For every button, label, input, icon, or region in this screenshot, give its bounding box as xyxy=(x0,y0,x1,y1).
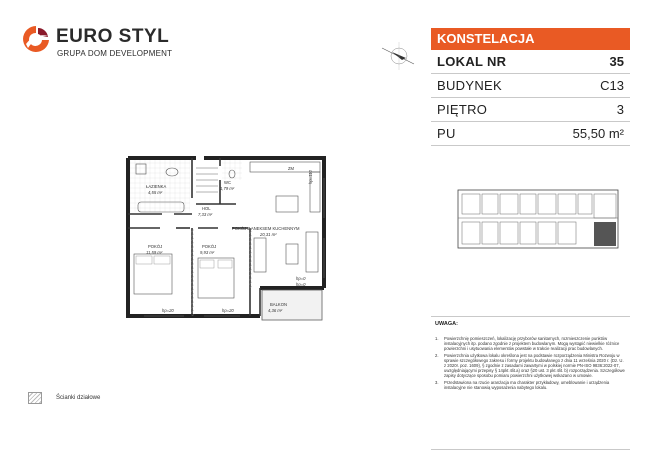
partition-hatch-swatch xyxy=(28,392,42,404)
note-number: 2. xyxy=(435,352,439,358)
plan-mark-hp-left: hp=20 xyxy=(162,308,174,313)
room-label-bathroom: ŁAZIENKA xyxy=(146,184,167,189)
note-item xyxy=(435,380,626,390)
room-label-hall: HOL xyxy=(202,206,211,211)
info-row-unit-number xyxy=(431,50,630,74)
brand-tagline: GRUPA DOM DEVELOPMENT xyxy=(57,49,173,58)
room-area-balcony: 4,36 m² xyxy=(268,308,283,313)
compass-north-icon xyxy=(376,38,420,74)
sofa-icon xyxy=(254,238,266,272)
pillow-icon xyxy=(136,256,152,264)
plan-mark-hp-right: hp=0 xyxy=(296,276,306,281)
note-number: 1. xyxy=(435,336,439,341)
info-value: 35 xyxy=(609,54,624,69)
project-name: KONSTELACJA xyxy=(431,28,630,50)
note-text: Przedstawiona na rzucie aranżacja ma charakter przykładowy, umeblowanie i urządzenia instalacyjne nie stanowią wyposażenia nabytego lokalu. xyxy=(444,379,610,390)
info-row-area xyxy=(431,122,630,146)
room-label-balcony: BALKON xyxy=(270,302,287,307)
room-label-living-kitchen: POKÓJ Z ANEKSEM KUCHENNYM xyxy=(232,226,300,231)
info-label: LOKAL NR xyxy=(437,54,507,69)
legend xyxy=(28,392,100,404)
bed-icon xyxy=(134,254,172,294)
note-item xyxy=(435,336,626,352)
room-label-wc: WC xyxy=(224,180,231,185)
dining-table-icon xyxy=(276,196,298,212)
unit-info-table xyxy=(431,28,630,146)
info-value xyxy=(573,126,624,141)
bed-icon xyxy=(198,258,234,298)
room-label-bedroom-1: POKÓJ xyxy=(148,244,163,249)
info-value: C13 xyxy=(600,78,624,93)
brand-name: EURO STYL xyxy=(56,26,170,47)
room-area-bedroom-2: 9,93 m² xyxy=(200,250,215,255)
legend-label: Ścianki działowe xyxy=(56,395,101,401)
plan-mark-hp-balcony: hp=0 xyxy=(296,282,306,287)
pillow-icon xyxy=(200,260,214,268)
notes-section xyxy=(431,316,630,450)
info-value: 3 xyxy=(616,102,624,117)
pillow-icon xyxy=(154,256,170,264)
room-area-hall: 7,33 m² xyxy=(198,212,213,217)
partition-wall xyxy=(249,228,252,288)
site-plan xyxy=(452,170,628,266)
room-area-living-kitchen: 20,31 m² xyxy=(260,232,277,237)
info-row-building xyxy=(431,74,630,98)
info-label: BUDYNEK xyxy=(437,78,502,93)
floor-plan xyxy=(100,128,350,338)
room-area-bathroom: 4,55 m² xyxy=(148,190,163,195)
room-area-wc: 1,79 m² xyxy=(220,186,235,191)
info-row-floor xyxy=(431,98,630,122)
tv-cabinet-icon xyxy=(306,232,318,272)
pillow-icon xyxy=(218,260,232,268)
area-unit: m² xyxy=(608,126,624,141)
note-item xyxy=(435,353,626,379)
plan-mark-zm: ZM xyxy=(288,166,295,171)
note-text: Powierzchnię pomieszczeń, lokalizację przyborów sanitarnych, rozmieszczenie punktów instalacyjnych itp. podano zgodnie z projektem budowlanym. Mogą wystąpić niewielkie różnice powierzchni i usytuowania elementów powstałe w trakcie realizacji prac budowlanych. xyxy=(444,336,620,352)
room-area-bedroom-1: 11,59 m² xyxy=(146,250,163,255)
stairs-icon xyxy=(196,168,218,192)
info-label: PU xyxy=(437,126,456,141)
coffee-table-icon xyxy=(286,244,298,264)
highlighted-unit xyxy=(594,222,616,246)
notes-title: UWAGA: xyxy=(435,321,458,327)
room-label-bedroom-2: POKÓJ xyxy=(202,244,217,249)
euro-styl-logo-icon xyxy=(22,24,50,54)
partition-wall xyxy=(191,228,194,316)
plan-mark-hp-top: hp=110 xyxy=(308,170,313,184)
area-value: 55,50 xyxy=(572,126,606,141)
plan-mark-hp-mid: hp=20 xyxy=(222,308,234,313)
note-text: Powierzchnia użytkowa lokalu określona jest na podstawie rozporządzenia Ministra Rozwoju w sprawie szczegółowego zakresu i formy projektu budowlanego z dnia 11 września 2020 r. (Dz. U. z 2020r. poz. 1609), § zgodnie z zasadami zawartymi w polskiej normie PN-ISO 9836:2022-07, uwzględniającymi przepisy § 14pkt 4lit.a) oraz §20 ust. 3 pkt 4lit. b) rozporządzenia. Szczegółowe zapisy dotyczące sposobu pomiaru powierzchni użytkowej wskazano w umowie. xyxy=(444,352,625,379)
note-number: 3. xyxy=(435,379,439,385)
brand-logo xyxy=(22,24,172,64)
info-label: PIĘTRO xyxy=(437,102,488,117)
